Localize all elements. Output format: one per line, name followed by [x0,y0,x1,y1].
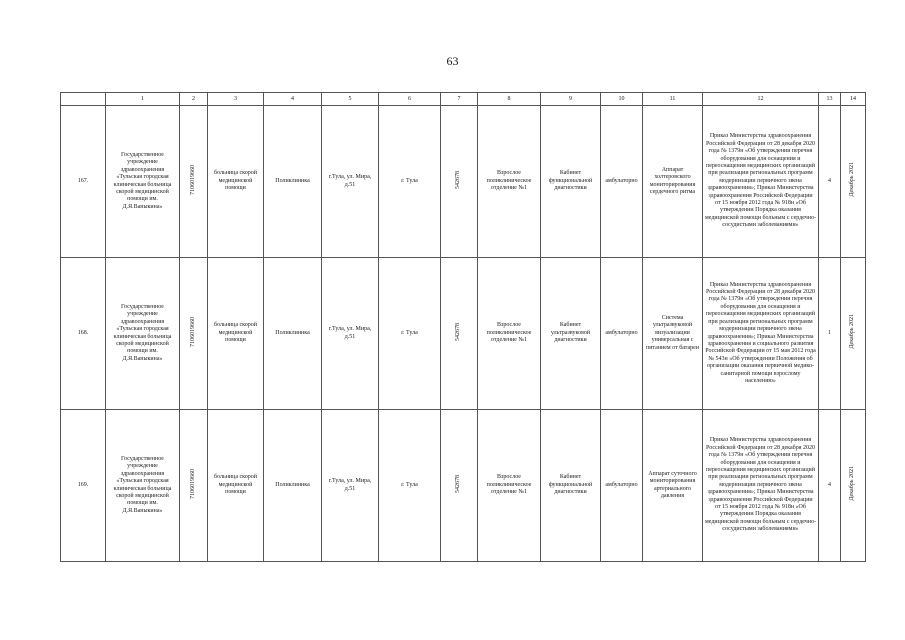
header-cell: 12 [703,93,819,106]
address-cell: г.Тула, ул. Мира, д.51 [322,410,379,562]
equipment-cell: Аппарат холтеровского мониторирования сердечного ритма [643,106,703,258]
row-number: 169. [61,410,106,562]
header-cell: 11 [643,93,703,106]
cabinet-cell: Кабинет ультразвуковой диагностики [541,258,601,410]
date-text: Декабрь 2021 [849,466,856,502]
condition-cell: амбулаторно [601,410,643,562]
header-cell: 10 [601,93,643,106]
quantity-cell: 1 [819,258,841,410]
unit-cell: Поликлиника [264,410,322,562]
okato-text: 542678 [455,170,462,189]
city-cell: г. Тула [379,106,441,258]
okato-text: 542678 [455,322,462,341]
okato-cell [441,410,478,562]
org-type-cell: больница скорой медицинской помощи [208,410,264,562]
header-cell: 14 [841,93,866,106]
code-cell [180,258,208,410]
code-cell [180,410,208,562]
date-cell [841,106,866,258]
address-cell: г.Тула, ул. Мира, д.51 [322,106,379,258]
org-type-cell: больница скорой медицинской помощи [208,258,264,410]
department-cell: Взрослое поликлиническое отделение №1 [478,106,541,258]
row-number: 167. [61,106,106,258]
page-number: 63 [446,54,459,68]
cabinet-cell: Кабинет функциональной диагностики [541,106,601,258]
equipment-table [60,92,866,562]
header-cell: 5 [322,93,379,106]
cabinet-cell: Кабинет функциональной диагностики [541,410,601,562]
row-number: 168. [61,258,106,410]
header-row [61,93,866,106]
date-cell [841,258,866,410]
okato-text: 542678 [455,474,462,493]
table-row [61,410,866,562]
header-cell: 8 [478,93,541,106]
code-text: 7106019660 [189,468,196,499]
header-cell: 3 [208,93,264,106]
quantity-cell: 4 [819,106,841,258]
org-type-cell: больница скорой медицинской помощи [208,106,264,258]
equipment-cell: Система ультразвуковой визуализации универсальная с питанием от батареи [643,258,703,410]
unit-cell: Поликлиника [264,258,322,410]
header-cell: 6 [379,93,441,106]
condition-cell: амбулаторно [601,106,643,258]
city-cell: г. Тула [379,410,441,562]
department-cell: Взрослое поликлиническое отделение №1 [478,258,541,410]
condition-cell: амбулаторно [601,258,643,410]
header-cell: 9 [541,93,601,106]
date-text: Декабрь 2021 [849,162,856,198]
city-cell: г. Тула [379,258,441,410]
equipment-cell: Аппарат суточного мониторирования артериального давления [643,410,703,562]
organization-cell: Государственное учреждение здравоохранения «Тульская городская клиническая больница скорой медицинской помощи им. Д.Я.Ваныкина» [106,258,180,410]
documents-cell: Приказ Министерства здравоохранения Российской Федерации от 28 декабря 2020 года № 1379н «Об утверждении перечня оборудования для оснащения и переоснащения медицинских организаций при реализации региональных программ модернизации первичного звена здравоохранения»; Приказ Министерства здравоохранения Российской Федерации от 15 ноября 2012 года № 918н «Об утверждении Порядка оказания медицинской помощи больным с сердечно-сосудистыми заболеваниями» [703,106,819,258]
okato-cell [441,258,478,410]
unit-cell: Поликлиника [264,106,322,258]
date-cell [841,410,866,562]
code-text: 7106019660 [189,316,196,347]
address-cell: г.Тула, ул. Мира, д.51 [322,258,379,410]
code-text: 7106019660 [189,164,196,195]
quantity-cell: 4 [819,410,841,562]
okato-cell [441,106,478,258]
department-cell: Взрослое поликлиническое отделение №1 [478,410,541,562]
header-cell [61,93,106,106]
organization-cell: Государственное учреждение здравоохранения «Тульская городская клиническая больница скорой медицинской помощи им. Д.Я.Ваныкина» [106,410,180,562]
documents-cell: Приказ Министерства здравоохранения Российской Федерации от 28 декабря 2020 года № 1379н «Об утверждении перечня оборудования для оснащения и переоснащения медицинских организаций при реализации региональных программ модернизации первичного звена здравоохранения»; Приказ Министерства здравоохранения Российской Федерации от 15 ноября 2012 года № 918н «Об утверждении Порядка оказания медицинской помощи больным с сердечно-сосудистыми заболеваниями» [703,410,819,562]
organization-cell: Государственное учреждение здравоохранения «Тульская городская клиническая больница скорой медицинской помощи им. Д.Я.Ваныкина» [106,106,180,258]
documents-cell: Приказ Министерства здравоохранения Российской Федерации от 28 декабря 2020 года № 1379н «Об утверждении перечня оборудования для оснащения и переоснащения медицинских организаций при реализации региональных программ модернизации первичного звена здравоохранения»; Приказ Министерства здравоохранения и социального развития Российской Федерации от 15 мая 2012 года № 543н «Об утверждении Положения об организации оказания первичной медико-санитарной помощи взрослому населению» [703,258,819,410]
header-cell: 2 [180,93,208,106]
date-text: Декабрь 2021 [849,314,856,350]
header-cell: 7 [441,93,478,106]
table-row [61,258,866,410]
header-cell: 4 [264,93,322,106]
table-row [61,106,866,258]
code-cell [180,106,208,258]
header-cell: 13 [819,93,841,106]
header-cell: 1 [106,93,180,106]
